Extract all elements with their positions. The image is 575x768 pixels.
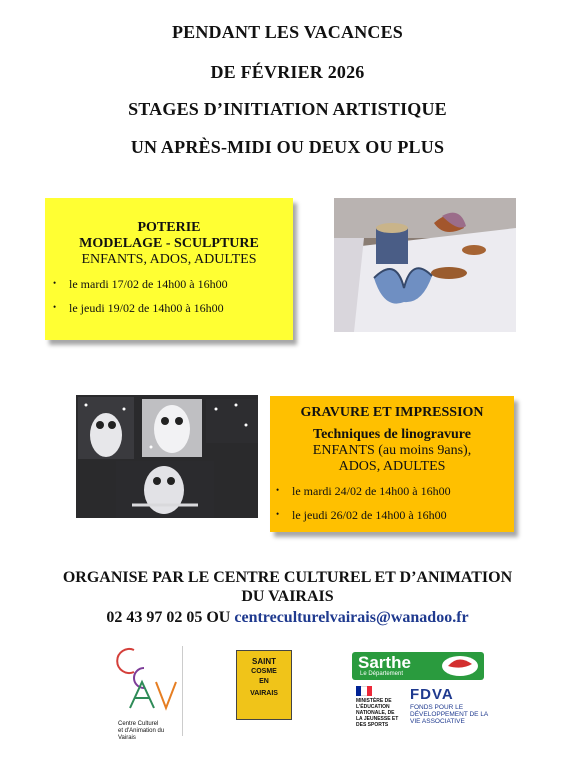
saint-cosme-logo xyxy=(236,650,292,720)
poterie-session-1: le mardi 17/02 de 14h00 à 16h00 xyxy=(69,277,228,291)
sarthe-text: Sarthe xyxy=(358,653,411,672)
poterie-title: POTERIE xyxy=(137,220,201,235)
poterie-audience: ENFANTS, ADOS, ADULTES xyxy=(81,252,257,267)
contact-line xyxy=(0,608,575,627)
poterie-subtitle: MODELAGE - SCULPTURE xyxy=(79,236,259,251)
ccav-text-2: et d'Animation du Vairais xyxy=(118,728,165,741)
title-line-2: DE FÉVRIER 2026 xyxy=(210,62,365,82)
gravure-box xyxy=(270,396,514,532)
logo-en: EN xyxy=(259,678,269,685)
logo-saint: SAINT xyxy=(252,657,276,666)
gravure-audience-2: ADOS, ADULTES xyxy=(338,459,446,474)
logo-cosme: COSME xyxy=(251,668,277,675)
ccav-text-1: Centre Culturel xyxy=(118,721,159,727)
gravure-audience-1: ENFANTS (au moins 9ans), xyxy=(312,443,472,458)
gravure-subtitle: Techniques de linogravure xyxy=(313,427,471,442)
fdva-text: FDVA xyxy=(410,686,454,703)
title-line-1: PENDANT LES VACANCES xyxy=(171,22,404,42)
logo-vairais: VAIRAIS xyxy=(250,690,278,697)
organiser-line-1: ORGANISE PAR LE CENTRE CULTUREL ET D’ANIMATION xyxy=(62,569,513,586)
ministere-text: MINISTÈRE DE L'ÉDUCATION NATIONALE, DE LA JEUNESSE ET DES SPORTS xyxy=(356,698,399,728)
bullet-icon: • xyxy=(53,302,57,312)
title-line-3: STAGES D’INITIATION ARTISTIQUE xyxy=(128,99,447,119)
gravure-session-2: le jeudi 26/02 de 14h00 à 16h00 xyxy=(292,508,447,522)
ccav-logo xyxy=(114,646,183,741)
owl-prints-photo xyxy=(76,395,258,518)
poterie-session-2: le jeudi 19/02 de 14h00 à 16h00 xyxy=(69,301,224,315)
fdva-desc: FONDS POUR LE DÉVELOPPEMENT DE LA VIE ASSOCIATIVE xyxy=(410,704,488,725)
title-line-4: UN APRÈS-MIDI OU DEUX OU PLUS xyxy=(130,137,445,157)
bullet-icon: • xyxy=(276,485,280,495)
ministere-logo xyxy=(356,686,400,728)
bullet-icon: • xyxy=(53,278,57,288)
pottery-photo xyxy=(334,198,516,332)
phone-number: 02 43 97 02 05 OU xyxy=(106,609,235,626)
organiser-line-2: DU VAIRAIS xyxy=(241,588,334,605)
fdva-logo xyxy=(410,686,490,725)
poterie-box xyxy=(45,198,293,340)
gravure-title: GRAVURE ET IMPRESSION xyxy=(300,405,484,420)
bullet-icon: • xyxy=(276,509,280,519)
gravure-session-1: le mardi 24/02 de 14h00 à 16h00 xyxy=(292,484,451,498)
sarthe-logo xyxy=(352,652,484,680)
departement-text: Le Département xyxy=(360,671,404,677)
email-link[interactable]: centreculturelvairais@wanadoo.fr xyxy=(234,609,469,626)
